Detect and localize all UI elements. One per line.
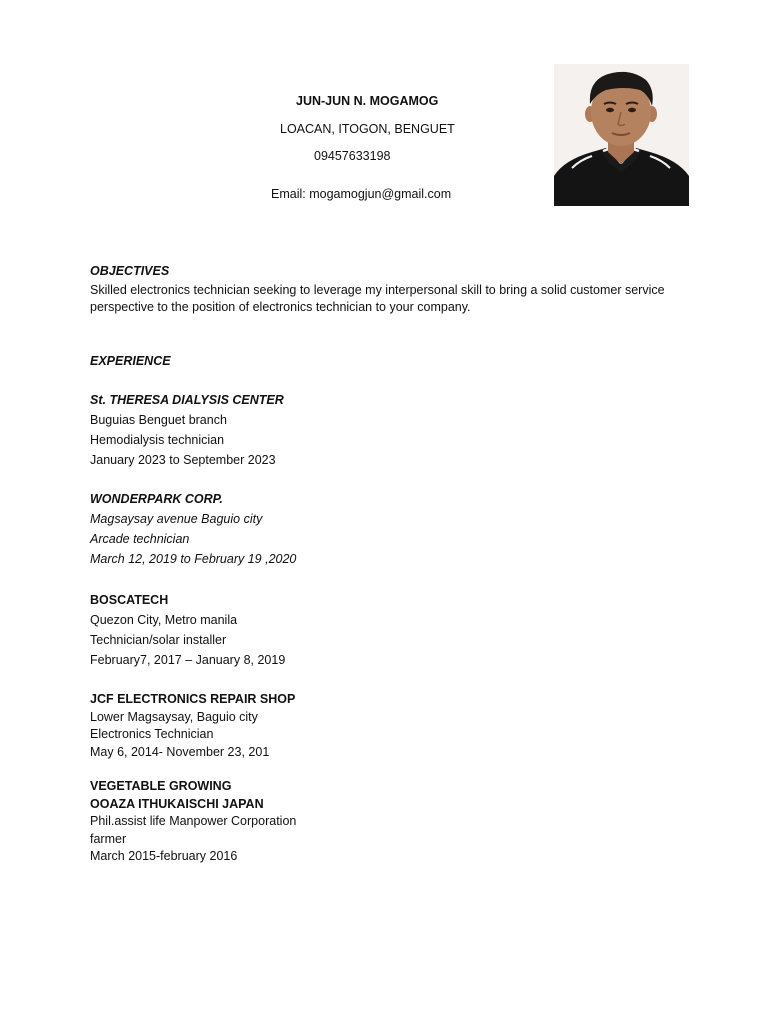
job-company: WONDERPARK CORP. (90, 492, 223, 506)
objectives-text: Skilled electronics technician seeking to leverage my interpersonal skill to bring a solid customer service perspective to the position of electronics technician to your company. (90, 283, 665, 314)
job-company: BOSCATECH (90, 593, 169, 607)
job-role: farmer (90, 831, 127, 846)
applicant-name: JUN-JUN N. MOGAMOG (296, 94, 439, 108)
job-location: Magsaysay avenue Baguio city (90, 512, 263, 526)
experience-heading: EXPERIENCE (90, 354, 171, 368)
job-company-secondary: OOAZA ITHUKAISCHI JAPAN (90, 796, 264, 811)
job-location: Buguias Benguet branch (90, 413, 227, 427)
job-location: Quezon City, Metro manila (90, 613, 238, 627)
job-company: VEGETABLE GROWING (90, 779, 232, 793)
experience-entry (90, 592, 510, 672)
experience-entry (90, 691, 510, 761)
job-location: Lower Magsaysay, Baguio city (90, 709, 258, 724)
job-dates: March 12, 2019 to February 19 ,2020 (90, 552, 297, 566)
job-location: Phil.assist life Manpower Corporation (90, 814, 297, 828)
job-company: JCF ELECTRONICS REPAIR SHOP (90, 692, 296, 706)
job-role: Hemodialysis technician (90, 433, 225, 447)
job-role: Electronics Technician (90, 727, 214, 741)
job-dates: February7, 2017 – January 8, 2019 (90, 653, 286, 667)
job-role: Arcade technician (90, 532, 190, 546)
job-role: Technician/solar installer (90, 633, 227, 647)
applicant-address: LOACAN, ITOGON, BENGUET (280, 122, 455, 136)
job-company: St. THERESA DIALYSIS CENTER (90, 393, 284, 407)
experience-entry (90, 392, 510, 472)
person-portrait-icon (554, 64, 689, 206)
objectives-heading: OBJECTIVES (90, 264, 170, 278)
applicant-phone: 09457633198 (314, 149, 391, 163)
experience-entry (90, 491, 510, 571)
applicant-email: Email: mogamogjun@gmail.com (271, 187, 452, 201)
job-dates: January 2023 to September 2023 (90, 453, 276, 467)
job-dates: March 2015-february 2016 (90, 849, 238, 863)
job-dates: May 6, 2014- November 23, 201 (90, 744, 270, 759)
experience-entry (90, 778, 510, 866)
applicant-photo (554, 64, 689, 206)
